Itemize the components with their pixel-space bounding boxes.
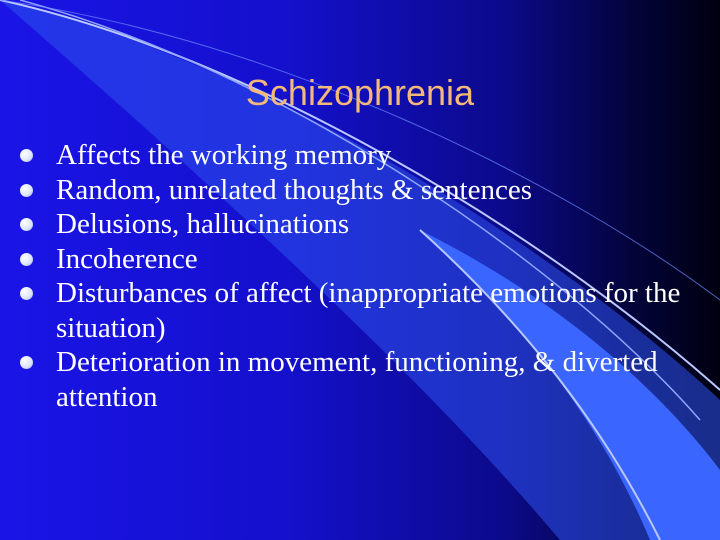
bullet-text: Delusions, hallucinations [56,208,350,240]
bullet-item [18,345,708,414]
bullet-list [18,138,708,414]
bullet-text: Random, unrelated thoughts & sentences [56,173,532,206]
bullet-dot-icon [20,253,33,266]
bullet-dot-icon [20,218,33,231]
bullet-text: Incoherence [56,242,198,275]
bullet-item [18,207,708,242]
bullet-dot-icon [20,184,33,197]
bullet-item [18,276,708,345]
bullet-text: Disturbances of affect (inappropriate emotions for the situation) [56,277,681,344]
bullet-dot-icon [20,356,33,369]
bullet-item [18,242,708,277]
bullet-item [18,173,708,208]
bullet-text: Deterioration in movement, functioning, & diverted attention [56,346,658,413]
bullet-item [18,138,708,173]
slide-title: Schizophrenia [245,72,475,113]
bullet-dot-icon [20,287,33,300]
bullet-text: Affects the working memory [56,139,392,171]
bullet-dot-icon [20,149,33,162]
